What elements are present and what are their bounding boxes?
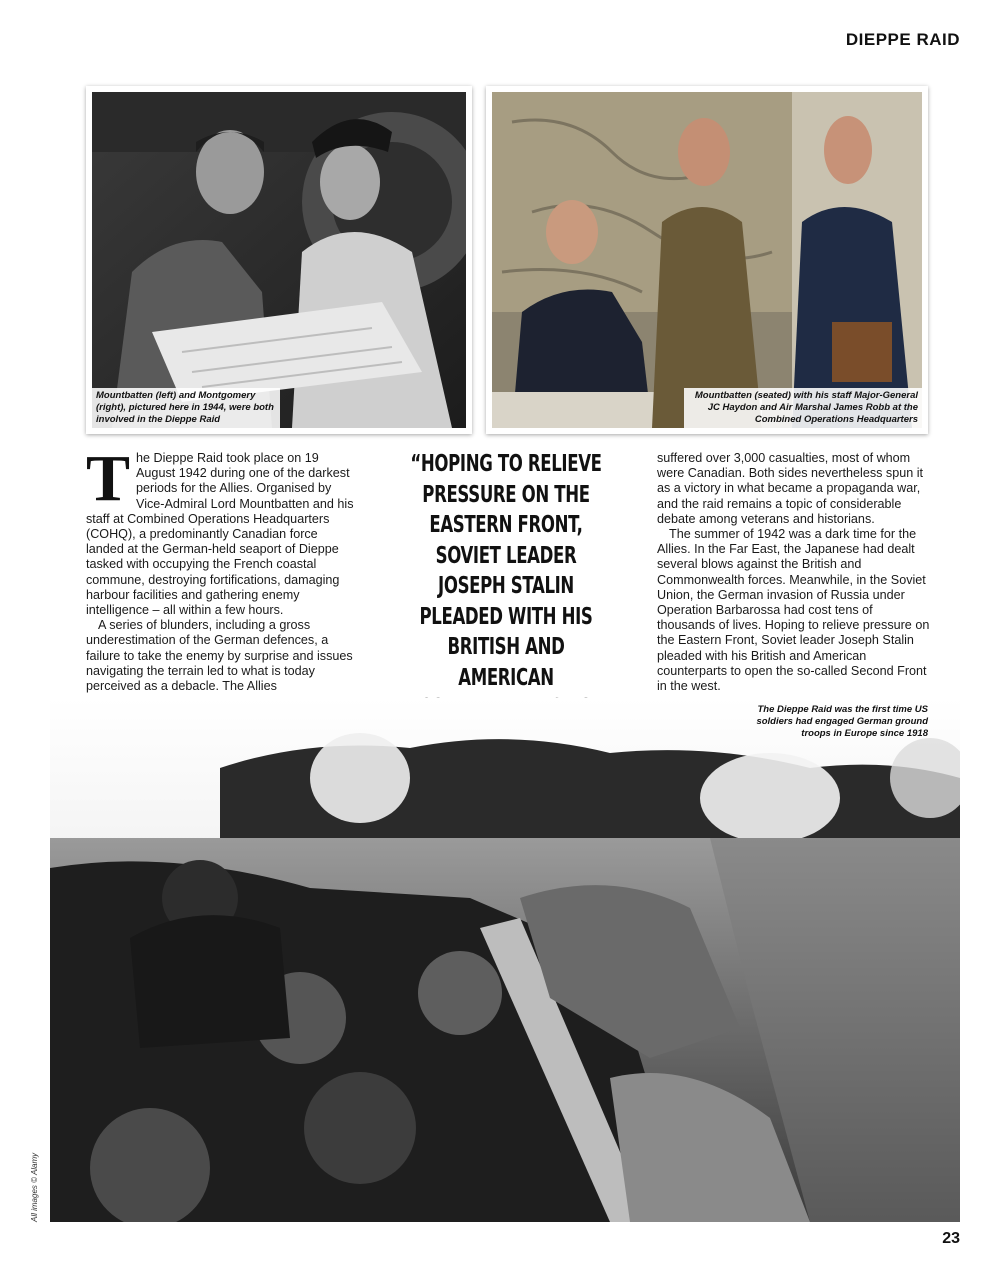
section-title: DIEPPE RAID: [845, 30, 960, 49]
pull-quote: “HOPING TO RELIEVE PRESSURE ON THE EASTERN FRONT, SOVIET LEADER JOSEPH STALIN PLEADED WITH HIS BRITISH AND AMERICAN: [410, 451, 602, 691]
paragraph: A series of blunders, including a gross underestimation of the German defences, a failure to take the enemy by surprise and issues navigating the terrain led to what is today perceived as a debacle. The Allies: [86, 618, 353, 694]
photo-landing-craft: [50, 698, 960, 1222]
photo-image: [492, 92, 922, 428]
image-credit: All images © Alamy: [30, 1152, 39, 1222]
photo-caption: Mountbatten (left) and Montgomery (right), pictured here in 1944, were both involved in the Dieppe Raid: [92, 388, 280, 428]
paragraph: suffered over 3,000 casualties, most of whom were Canadian. Both sides nevertheless spun it as a victory in what became a propaganda war, and the raid remains a topic of considerable debate among veterans and historians.: [657, 451, 924, 526]
paragraph: he Dieppe Raid took place on 19 August 1942 during one of the darkest periods for the Allies. Organised by Vice-Admiral Lord Mountbatten and his staff at Combined Operations Headquarters (COHQ), a predominantly Canadian force landed at the German-held seaport of Dieppe tasked with occupying the French coastal commune, destroying fortifications, damaging harbour facilities and gathering enemy intelligence – all within a few hours.: [86, 451, 354, 618]
photo-caption: Mountbatten (seated) with his staff Major-General JC Haydon and Air Marshal James Robb at the Combined Operations Headquarters: [684, 388, 922, 428]
article-column-1: [86, 442, 358, 694]
photo-image: [50, 698, 960, 1222]
photo-image: [92, 92, 466, 428]
dropcap: T: [86, 442, 131, 515]
article-column-3: [657, 451, 931, 694]
photo-caption: The Dieppe Raid was the first time US soldiers had engaged German ground troops in Europe since 1918: [756, 704, 928, 739]
page-number: 23: [942, 1230, 960, 1247]
paragraph: The summer of 1942 was a dark time for the Allies. In the Far East, the Japanese had dealt several blows against the British and Commonwealth forces. Meanwhile, in the Soviet Union, the German invasion of Russia under Operation Barbarossa had cost tens of thousands of lives. Hoping to relieve pressure on the Eastern Front, Soviet leader Joseph Stalin pleaded with his British and American counterparts to open the so-called Second Front in the west.: [657, 527, 930, 694]
photo-mountbatten-montgomery: [86, 86, 472, 434]
photo-mountbatten-staff: [486, 86, 928, 434]
